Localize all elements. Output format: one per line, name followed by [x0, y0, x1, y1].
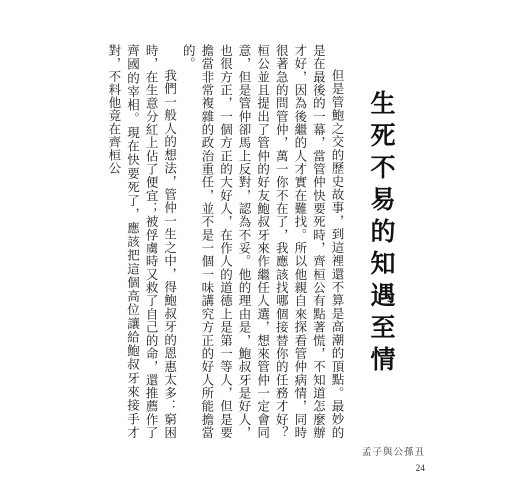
running-footer-book-title: 孟子與公孫丑: [361, 447, 425, 458]
body-text: [106, 44, 346, 439]
chapter-title: 生死不易的知遇至情: [367, 90, 396, 378]
paragraph-1: 但是管鮑之交的歷史故事，到這裡還不算是高潮的頂點。最妙的是在最後的一幕，當管仲快要死時，齊桓公有點著慌，不知道怎麼辦才好，因為後繼的人才實在難找。所以他親自來探看管仲病情，同時很著急的問管仲，萬一你不在了，我應該找哪個接替你的任務才好？桓公並且提出了管仲的好友鮑叔牙來作繼任人選，想來管仲一定會同意，但是管仲卻馬上反對，認為不妥。他的理由是，鮑叔牙是好人，也很方正，一個方正的大好人，在作人的道德上是第一等人，但是要擔當非常複雜的政治重任，並不是一個一味講究方正的好人所能擔當的。: [181, 44, 345, 439]
paragraph-2: 我們一般人的想法，管仲一生之中，得鮑叔牙的恩惠太多：窮困時，在生意分紅上佔了便宜；被俘虜時又救了自己的命，還推薦作了齊國的宰相。現在快要死了，應該把這個高位讓給鮑叔牙來接手才對，不料他竟在齊桓公: [106, 44, 178, 439]
page-number: 24: [415, 464, 425, 474]
